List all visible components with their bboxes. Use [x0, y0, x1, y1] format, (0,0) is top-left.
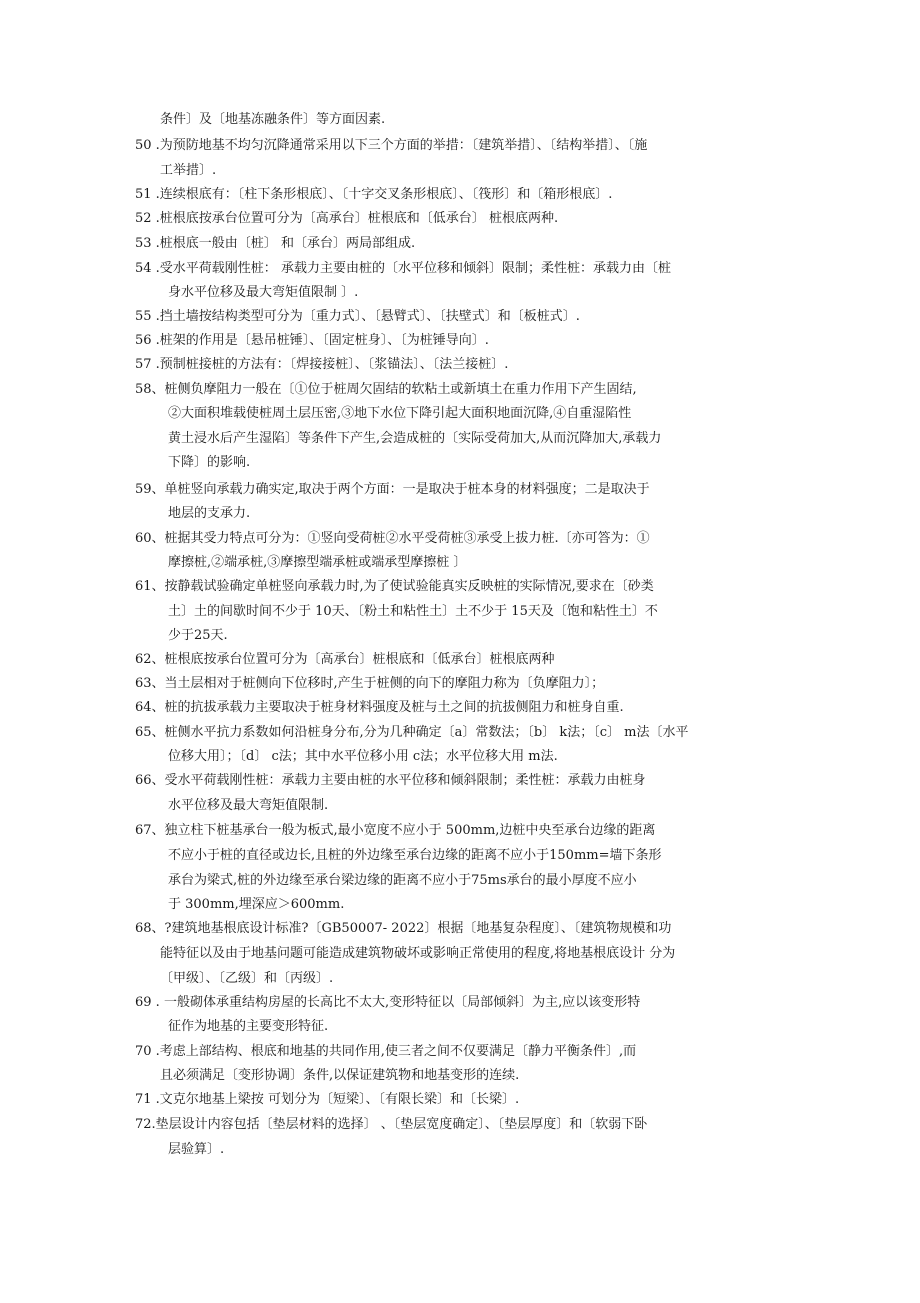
text-line: 工举措〕. — [160, 163, 217, 178]
text-line: 少于25天. — [168, 628, 228, 643]
text-line: 51 .连续根底有：〔柱下条形根底〕、〔十字交叉条形根底〕、〔筏形〕和〔箱形根底〕. — [135, 187, 613, 202]
text-line: 56 .桩架的作用是〔悬吊桩锤〕、〔固定桩身〕、〔为桩锤导向〕. — [135, 333, 489, 348]
text-line: 条件〕及〔地基冻融条件〕等方面因素. — [160, 112, 386, 127]
text-line: 70 .考虑上部结构、根底和地基的共同作用,使三者之间不仅要满足〔静力平衡条件〕,而 — [135, 1044, 637, 1059]
text-line: 71 .文克尔地基上梁按 可划分为〔短梁〕、〔有限长梁〕和〔长梁〕. — [135, 1092, 520, 1107]
text-line: 55 .挡土墙按结构类型可分为〔重力式〕、〔悬臂式〕、〔扶壁式〕和〔板桩式〕. — [135, 309, 580, 324]
text-line: 且必须满足〔变形协调〕条件,以保证建筑物和地基变形的连续. — [160, 1068, 520, 1083]
text-line: 层验算〕. — [168, 1142, 225, 1157]
text-line: 地层的支承力. — [168, 506, 251, 521]
text-line: 黄土浸水后产生湿陷〕等条件下产生,会造成桩的〔实际受荷加大,从而沉降加大,承载力 — [168, 431, 662, 446]
text-line: 50 .为预防地基不均匀沉降通常采用以下三个方面的举措：〔建筑举措〕、〔结构举措〕、〔施 — [135, 138, 648, 153]
text-line: 57 .预制桩接桩的方法有：〔焊接接桩〕、〔浆锚法〕、〔法兰接桩〕. — [135, 357, 509, 372]
text-line: 69 . 一般砌体承重结构房屋的长高比不太大,变形特征以〔局部倾斜〕为主,应以该变形特 — [135, 995, 641, 1010]
text-line: 67、独立柱下桩基承台一般为板式,最小宽度不应小于 500mm,边桩中央至承台边缘的距离 — [135, 823, 656, 838]
text-line: 土〕土的间歇时间不少于 10天、〔粉土和粘性土〕土不少于 15天及〔饱和粘性土〕不 — [168, 604, 658, 619]
text-line: 61、按静载试验确定单桩竖向承载力时,为了使试验能真实反映桩的实际情况,要求在〔砂类 — [135, 579, 654, 594]
text-line: 〔甲级〕、〔乙级〕和〔丙级〕. — [160, 971, 334, 986]
text-line: 摩擦桩,②端承桩,③摩擦型端承桩或端承型摩擦桩 〕 — [168, 555, 467, 570]
text-line: ②大面积堆载使桩周土层压密,③地下水位下降引起大面积地面沉降,④自重湿陷性 — [168, 406, 632, 421]
text-line: 62、桩根底按承台位置可分为〔高承台〕桩根底和〔低承台〕桩根底两种 — [135, 652, 555, 667]
text-line: 身水平位移及最大弯矩值限制 〕. — [168, 285, 359, 300]
text-line: 53 .桩根底一般由〔桩〕 和〔承台〕两局部组成. — [135, 236, 416, 251]
text-line: 不应小于桩的直径或边长,且桩的外边缘至承台边缘的距离不应小于150mm=墙下条形 — [168, 848, 662, 863]
text-line: 位移大用〕；〔d〕 c法；其中水平位移小用 c法；水平位移大用 m法. — [168, 749, 558, 764]
text-line: 58、桩侧负摩阻力一般在〔①位于桩周欠固结的软粘土或新填土在重力作用下产生固结, — [135, 382, 637, 397]
text-line: 59、单桩竖向承载力确实定,取决于两个方面：一是取决于桩本身的材料强度；二是取决于 — [135, 482, 650, 497]
text-line: 64、桩的抗拔承载力主要取决于桩身材料强度及桩与土之间的抗拔侧阻力和桩身自重. — [135, 700, 624, 715]
text-line: 下降〕的影响. — [168, 455, 251, 470]
text-line: 于 300mm,埋深应＞600mm. — [168, 897, 345, 912]
text-line: 66、受水平荷载刚性桩：承载力主要由桩的水平位移和倾斜限制；柔性桩：承载力由桩身 — [135, 773, 646, 788]
text-line: 60、桩据其受力特点可分为：①竖向受荷桩②水平受荷桩③承受上拔力桩.〔亦可答为：① — [135, 531, 650, 546]
text-line: 54 .受水平荷载刚性桩： 承载力主要由桩的〔水平位移和倾斜〕限制；柔性桩：承载力由〔桩 — [135, 261, 671, 276]
text-line: 能特征以及由于地基问题可能造成建筑物破坏或影响正常使用的程度,将地基根底设计 分为 — [160, 946, 676, 961]
text-line: 72.垫层设计内容包括〔垫层材料的选择〕 、〔垫层宽度确定〕、〔垫层厚度〕和〔软弱下卧 — [135, 1117, 648, 1132]
text-line: 征作为地基的主要变形特征. — [168, 1019, 329, 1034]
text-line: 65、桩侧水平抗力系数如何沿桩身分布,分为几种确定〔a〕常数法；〔b〕 k法；〔c〕 m法〔水平 — [135, 725, 689, 740]
text-line: 68、?建筑地基根底设计标准?〔GB50007- 2022〕根据〔地基复杂程度〕、〔建筑物规模和功 — [135, 921, 672, 936]
text-line: 52 .桩根底按承台位置可分为〔高承台〕桩根底和〔低承台〕 桩根底两种. — [135, 211, 559, 226]
text-line: 63、当土层相对于桩侧向下位移时,产生于桩侧的向下的摩阻力称为〔负摩阻力〕； — [135, 676, 605, 691]
text-line: 承台为梁式,桩的外边缘至承台梁边缘的距离不应小于75ms承台的最小厚度不应小 — [168, 873, 637, 888]
text-line: 水平位移及最大弯矩值限制. — [168, 798, 329, 813]
